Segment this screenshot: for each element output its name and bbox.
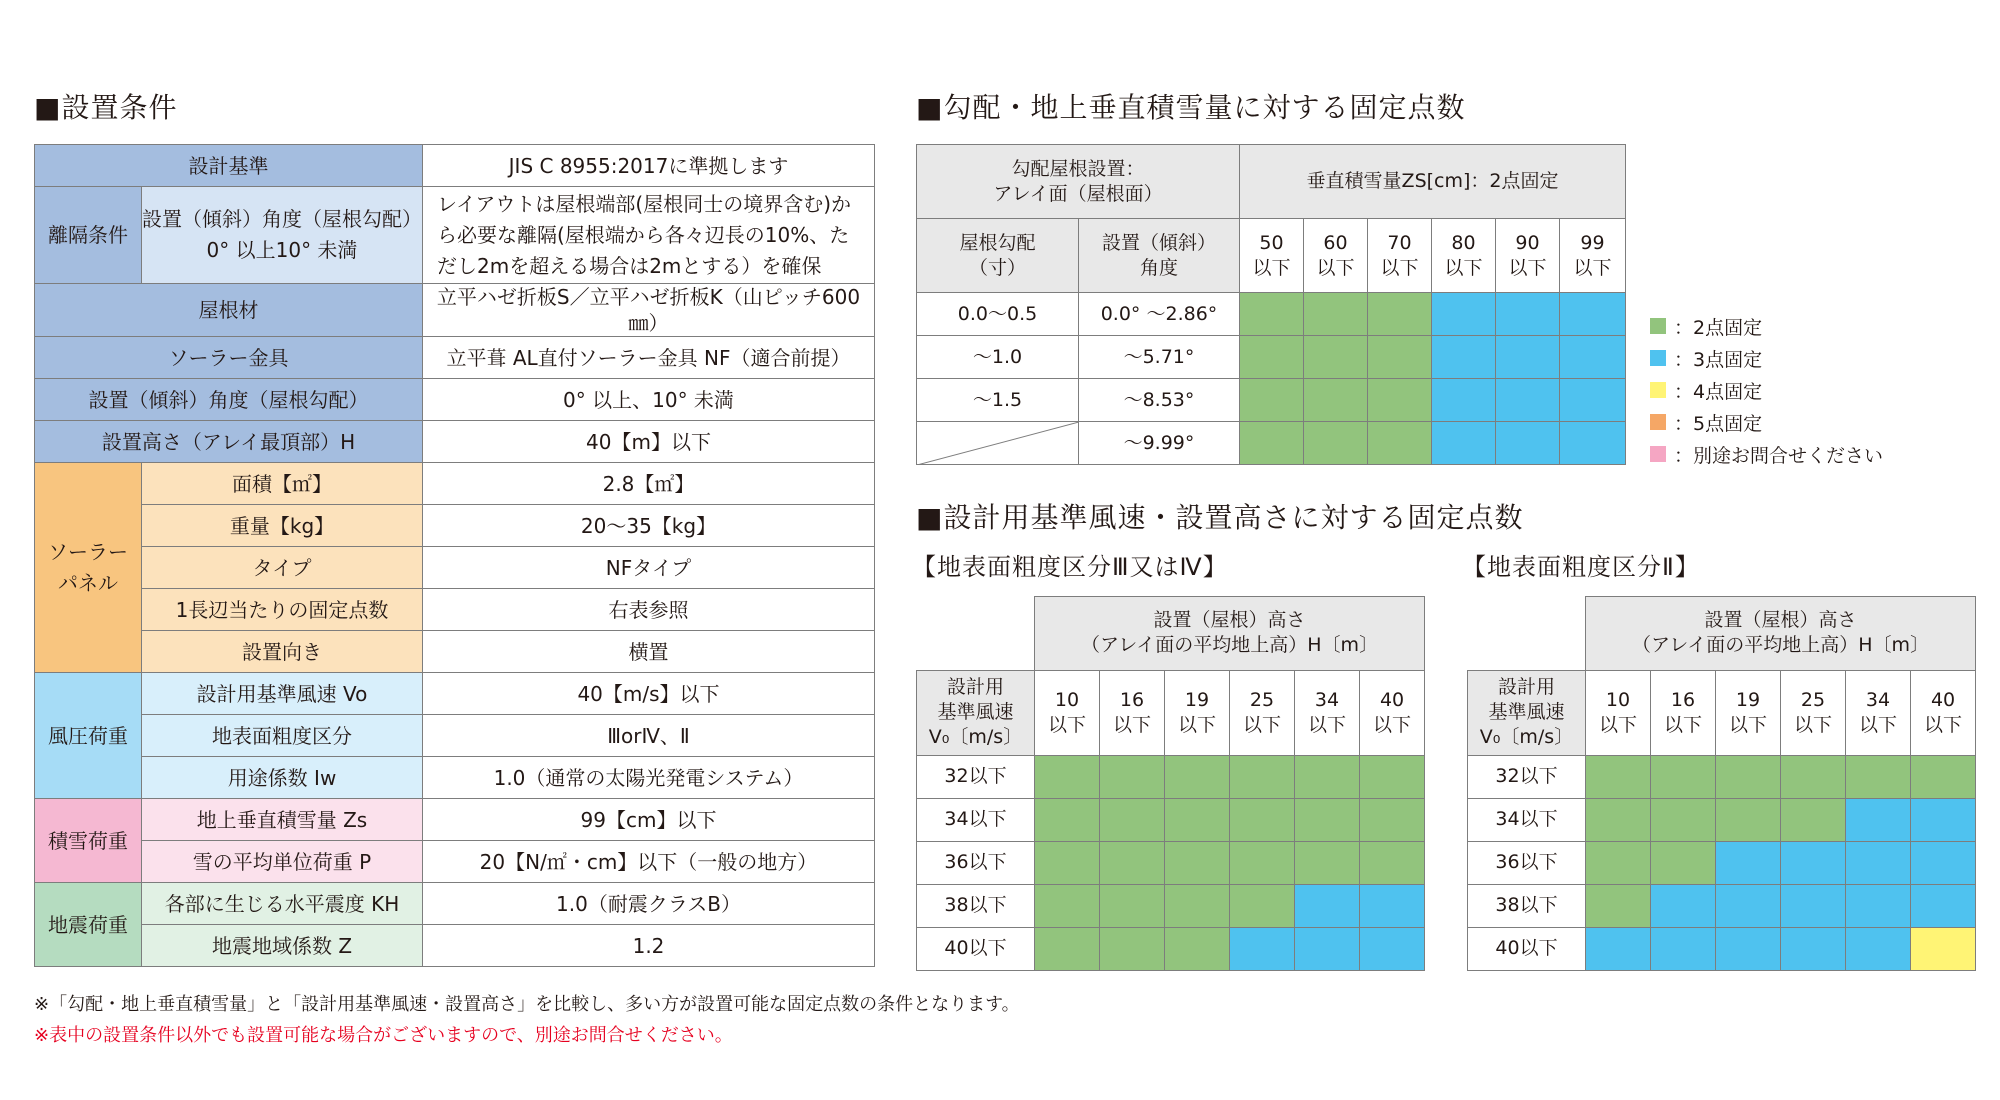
snow-header-left: 勾配屋根設置： アレイ面（屋根面） [917,145,1240,219]
label-snow-unit-load: 雪の平均単位荷重 P [142,841,423,883]
wind-title: ■設計用基準風速・設置高さに対する固定点数 [916,501,1524,534]
grid-cell [1295,927,1360,970]
value-wind-speed: 40【m/s】以下 [423,673,875,715]
grid-cell [1651,927,1716,970]
label-wind-speed: 設計用基準風速 Vo [142,673,423,715]
grid-cell [1035,927,1100,970]
table-row [917,884,1425,927]
value-snow-depth: 99【cm】以下 [423,799,875,841]
grid-cell [1100,798,1165,841]
legend-swatch-inquiry [1650,446,1666,462]
grid-cell [1304,293,1368,336]
grid-cell [1651,841,1716,884]
snow-col-70: 70 以下 [1368,219,1432,293]
table-row [35,547,875,589]
wind-col: 34 以下 [1846,670,1911,755]
grid-cell [1165,755,1230,798]
grid-cell [1560,422,1626,465]
wind-row-label: 32以下 [1468,755,1586,798]
note-inquiry: ※表中の設置条件以外でも設置可能な場合がございますので、別途お問合せください。 [34,1025,733,1046]
grid-cell [1304,379,1368,422]
grid-cell [1368,379,1432,422]
legend-item [1650,406,1883,438]
legend-label: ：別途お問合せください [1674,444,1884,467]
grid-cell [1295,798,1360,841]
grid-cell [1432,336,1496,379]
grid-cell [1781,755,1846,798]
diagonal-line [917,422,1079,465]
wind-col: 25 以下 [1230,670,1295,755]
value-panel-weight: 20～35【kg】 [423,505,875,547]
grid-cell [1496,379,1560,422]
snow-table [916,144,1626,465]
grid-cell [1100,927,1165,970]
grid-cell [1781,884,1846,927]
table-row [917,293,1626,336]
grid-cell [1035,841,1100,884]
wind-row-label: 40以下 [1468,927,1586,970]
table-row [917,336,1626,379]
grid-cell [1846,841,1911,884]
grid-cell [1496,336,1560,379]
grid-cell [1035,798,1100,841]
value-panel-type: NFタイプ [423,547,875,589]
legend-swatch-5pt [1650,414,1666,430]
legend-label: ：4点固定 [1674,380,1763,403]
value-roughness: ⅢorⅣ、Ⅱ [423,715,875,757]
wind-row-label: 34以下 [1468,798,1586,841]
value-seismic-kh: 1.0（耐震クラスB） [423,883,875,925]
table-row [917,219,1626,293]
grid-cell [1781,927,1846,970]
snow-col-50: 50 以下 [1240,219,1304,293]
grid-cell [1295,841,1360,884]
label-orientation: 設置向き [142,631,423,673]
grid-cell [1035,755,1100,798]
label-roof-material: 屋根材 [35,284,423,337]
wind-row-label: 32以下 [917,755,1035,798]
grid-cell [1240,422,1304,465]
grid-cell [1360,798,1425,841]
wind-col: 19 以下 [1716,670,1781,755]
wind-row-label: 36以下 [917,841,1035,884]
grid-cell [1586,841,1651,884]
snow-roof-label: 0.0～0.5 [917,293,1079,336]
wind-col: 10 以下 [1586,670,1651,755]
table-row [1468,798,1976,841]
table-row [35,145,875,187]
snow-title: ■勾配・地上垂直積雪量に対する固定点数 [916,91,1466,124]
grid-cell [1432,422,1496,465]
grid-cell [1368,336,1432,379]
table-row [35,715,875,757]
wind-height-header: 設置（屋根）高さ （アレイ面の平均地上高）H〔m〕 [1586,597,1976,671]
label-snow-depth: 地上垂直積雪量 Zs [142,799,423,841]
table-row [35,379,875,421]
wind-col: 16 以下 [1100,670,1165,755]
grid-cell [1230,927,1295,970]
grid-cell [1911,755,1976,798]
wind-table-2 [1467,596,1976,971]
conditions-title: ■設置条件 [34,91,178,124]
table-row [35,883,875,925]
snow-roof-label: ～1.0 [917,336,1079,379]
grid-cell [1230,798,1295,841]
legend-label: ：2点固定 [1674,316,1763,339]
wind-caption-2: 【地表面粗度区分Ⅱ】 [1462,553,1700,581]
value-seismic-z: 1.2 [423,925,875,967]
label-roughness: 地表面粗度区分 [142,715,423,757]
wind-col: 19 以下 [1165,670,1230,755]
grid-cell [1586,755,1651,798]
grid-cell [1360,841,1425,884]
label-install-height: 設置高さ（アレイ最頂部）H [35,421,423,463]
table-row [1468,670,1976,755]
grid-cell [1651,884,1716,927]
snow-col-80: 80 以下 [1432,219,1496,293]
value-solar-bracket: 立平葺 AL直付ソーラー金具 NF（適合前提） [423,337,875,379]
legend-item [1650,310,1883,342]
snow-col-99: 99 以下 [1560,219,1626,293]
grid-cell [1781,798,1846,841]
wind-col: 40 以下 [1911,670,1976,755]
grid-cell [1240,336,1304,379]
table-row [35,841,875,883]
legend-label: ：5点固定 [1674,412,1763,435]
wind-row-label: 38以下 [917,884,1035,927]
label-panel-weight: 重量【kg】 [142,505,423,547]
table-row [917,670,1425,755]
legend [1650,310,1883,470]
grid-cell [1165,927,1230,970]
snow-col-angle: 設置（傾斜） 角度 [1079,219,1240,293]
empty-corner [1468,597,1586,671]
legend-item [1650,438,1883,470]
grid-cell [1560,293,1626,336]
legend-item [1650,374,1883,406]
legend-swatch-4pt [1650,382,1666,398]
grid-cell [1240,293,1304,336]
grid-cell [1100,884,1165,927]
grid-cell [1846,755,1911,798]
grid-cell [1360,755,1425,798]
grid-cell [1368,293,1432,336]
grid-cell [1586,927,1651,970]
value-usage-factor: 1.0（通常の太陽光発電システム） [423,757,875,799]
value-install-height: 40【m】以下 [423,421,875,463]
wind-speed-header: 設計用 基準風速 V₀〔m/s〕 [1468,670,1586,755]
grid-cell [1846,884,1911,927]
grid-cell [1432,379,1496,422]
snow-col-90: 90 以下 [1496,219,1560,293]
note-compare: ※「勾配・地上垂直積雪量」と「設計用基準風速・設置高さ」を比較し、多い方が設置可能な固定点数の条件となります。 [34,994,1020,1015]
legend-item [1650,342,1883,374]
grid-cell [1781,841,1846,884]
label-clearance-angle: 設置（傾斜）角度（屋根勾配） 0° 以上10° 未満 [142,187,423,284]
grid-cell [1911,884,1976,927]
value-orientation: 横置 [423,631,875,673]
table-row [35,463,875,505]
label-usage-factor: 用途係数 Iw [142,757,423,799]
wind-col: 40 以下 [1360,670,1425,755]
empty-corner [917,597,1035,671]
wind-col: 34 以下 [1295,670,1360,755]
wind-col: 10 以下 [1035,670,1100,755]
table-row [35,187,875,284]
wind-table-1 [916,596,1425,971]
grid-cell [1846,927,1911,970]
value-roof-material: 立平ハゼ折板S／立平ハゼ折板K（山ピッチ600㎜） [423,284,875,337]
wind-row-label: 36以下 [1468,841,1586,884]
value-install-angle: 0° 以上、10° 未満 [423,379,875,421]
grid-cell [1651,798,1716,841]
grid-cell [1846,798,1911,841]
wind-caption-1: 【地表面粗度区分Ⅲ又はⅣ】 [912,553,1228,581]
value-fixing-points: 右表参照 [423,589,875,631]
table-row [35,631,875,673]
conditions-table [34,144,875,967]
table-row [917,145,1626,219]
table-row [917,379,1626,422]
table-row [917,422,1626,465]
group-snow-load: 積雪荷重 [35,799,142,883]
grid-cell [1165,841,1230,884]
table-row [35,757,875,799]
table-row [917,841,1425,884]
snow-angle-label: 0.0° ～2.86° [1079,293,1240,336]
snow-roof-label: ～1.5 [917,379,1079,422]
label-design-standard: 設計基準 [35,145,423,187]
grid-cell [1240,379,1304,422]
grid-cell [1716,884,1781,927]
grid-cell [1100,755,1165,798]
grid-cell [1230,755,1295,798]
table-row [1468,755,1976,798]
value-panel-area: 2.8【㎡】 [423,463,875,505]
snow-col-60: 60 以下 [1304,219,1368,293]
grid-cell [1560,336,1626,379]
group-solar-panel: ソーラー パネル [35,463,142,673]
wind-row-label: 34以下 [917,798,1035,841]
grid-cell [1716,798,1781,841]
group-seismic-load: 地震荷重 [35,883,142,967]
label-solar-bracket: ソーラー金具 [35,337,423,379]
grid-cell [1716,927,1781,970]
table-row [1468,597,1976,671]
legend-swatch-3pt [1650,350,1666,366]
snow-angle-label: ～9.99° [1079,422,1240,465]
grid-cell [1165,884,1230,927]
grid-cell [1496,293,1560,336]
table-row [1468,927,1976,970]
wind-row-label: 38以下 [1468,884,1586,927]
grid-cell [1560,379,1626,422]
table-row [35,421,875,463]
wind-col: 25 以下 [1781,670,1846,755]
wind-col: 16 以下 [1651,670,1716,755]
snow-angle-label: ～5.71° [1079,336,1240,379]
grid-cell [1432,293,1496,336]
label-fixing-points: 1長辺当たりの固定点数 [142,589,423,631]
table-row [917,597,1425,671]
table-row [35,925,875,967]
grid-cell [1304,336,1368,379]
group-clearance: 離隔条件 [35,187,142,284]
group-wind-load: 風圧荷重 [35,673,142,799]
wind-speed-header: 設計用 基準風速 V₀〔m/s〕 [917,670,1035,755]
grid-cell [1100,841,1165,884]
grid-cell [1165,798,1230,841]
label-install-angle: 設置（傾斜）角度（屋根勾配） [35,379,423,421]
wind-row-label: 40以下 [917,927,1035,970]
grid-cell [1716,841,1781,884]
wind-height-header: 設置（屋根）高さ （アレイ面の平均地上高）H〔m〕 [1035,597,1425,671]
table-row [35,284,875,337]
value-snow-unit-load: 20【N/㎡・cm】以下（一般の地方） [423,841,875,883]
grid-cell [1230,841,1295,884]
label-seismic-z: 地震地域係数 Z [142,925,423,967]
grid-cell [1586,884,1651,927]
snow-roof-empty [917,422,1079,465]
legend-label: ：3点固定 [1674,348,1763,371]
label-panel-area: 面積【㎡】 [142,463,423,505]
snow-header-right: 垂直積雪量ZS[cm]：2点固定 [1240,145,1626,219]
table-row [1468,884,1976,927]
legend-swatch-2pt [1650,318,1666,334]
snow-col-roof: 屋根勾配 （寸） [917,219,1079,293]
table-row [35,505,875,547]
grid-cell [1295,884,1360,927]
value-design-standard: JIS C 8955:2017に準拠します [423,145,875,187]
grid-cell [1651,755,1716,798]
grid-cell [1295,755,1360,798]
table-row [35,589,875,631]
grid-cell [1911,841,1976,884]
grid-cell [1360,927,1425,970]
value-clearance: レイアウトは屋根端部(屋根同士の境界含む)から必要な離隔(屋根端から各々辺長の10%、ただし2mを超える場合は2mとする）を確保 [423,187,875,284]
table-row [35,799,875,841]
table-row [917,927,1425,970]
grid-cell [1586,798,1651,841]
table-row [35,673,875,715]
grid-cell [1035,884,1100,927]
grid-cell [1304,422,1368,465]
grid-cell [1360,884,1425,927]
grid-cell [1911,798,1976,841]
label-seismic-kh: 各部に生じる水平震度 KH [142,883,423,925]
label-panel-type: タイプ [142,547,423,589]
table-row [35,337,875,379]
table-row [1468,841,1976,884]
grid-cell [1716,755,1781,798]
grid-cell [1230,884,1295,927]
grid-cell [1368,422,1432,465]
grid-cell [1911,927,1976,970]
snow-angle-label: ～8.53° [1079,379,1240,422]
table-row [917,755,1425,798]
table-row [917,798,1425,841]
grid-cell [1496,422,1560,465]
